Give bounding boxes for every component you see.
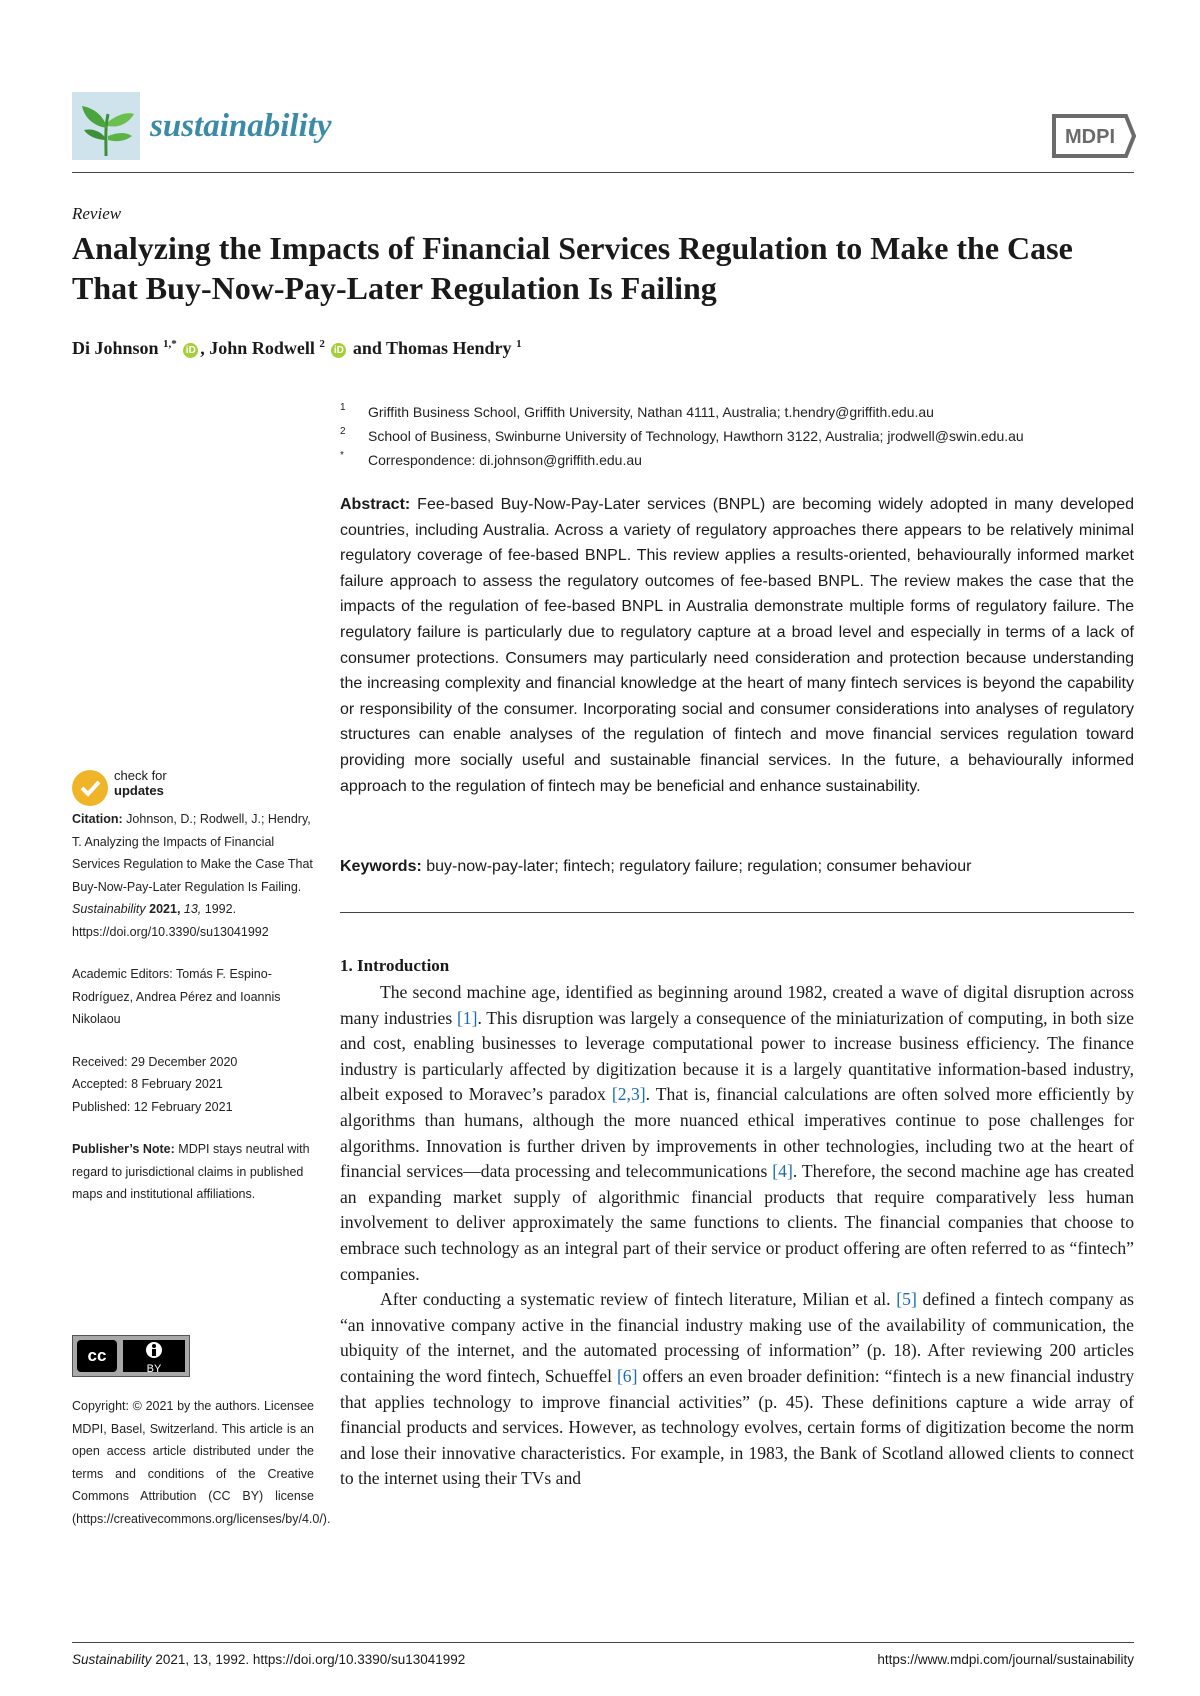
author-affiliation-mark: 2 — [319, 338, 325, 350]
keywords-label: Keywords: — [340, 858, 422, 875]
orcid-icon[interactable]: iD — [331, 343, 346, 358]
check-updates-line1: check for — [114, 768, 167, 783]
author-affiliation-mark: 1,* — [163, 338, 177, 350]
body-text — [340, 980, 1134, 1492]
check-for-updates-button[interactable] — [72, 768, 252, 808]
copyright-notice: Copyright: © 2021 by the authors. Licensee MDPI, Basel, Switzerland. This article is an open access article distributed under the terms and conditions of the Creative Commons Attribution (CC BY) license (https://creativecommons.org/licenses/by/4.0/). — [72, 1399, 331, 1526]
journal-name: sustainability — [150, 108, 332, 144]
journal-logo-icon — [72, 92, 140, 160]
affiliation-item: 2 School of Business, Swinburne University of Technology, Hawthorn 3122, Australia; jrodwell@swin.edu.au — [340, 426, 1024, 444]
author-name[interactable]: John Rodwell — [209, 338, 315, 358]
journal-url-link[interactable]: https://www.mdpi.com/journal/sustainability — [877, 1652, 1134, 1667]
citation: Citation: Johnson, D.; Rodwell, J.; Hendry, T. Analyzing the Impacts of Financial Services Regulation to Make the Case That Buy-Now-Pay-Later Regulation Is Failing. Sustainability 2021, 13, 1992. https://doi.org/10.3390/su13041992 — [72, 812, 313, 939]
accepted-date: Accepted: 8 February 2021 — [72, 1077, 223, 1091]
attribution-icon: BY — [123, 1340, 185, 1372]
cc-by-license-badge[interactable] — [72, 1335, 190, 1377]
mdpi-logo — [1048, 110, 1138, 162]
header-divider — [72, 172, 1134, 173]
citation-link[interactable]: [4] — [772, 1161, 793, 1182]
affiliation-item: 1 Griffith Business School, Griffith University, Nathan 4111, Australia; t.hendry@griffith.edu.au — [340, 402, 934, 420]
keywords — [340, 858, 1134, 876]
publisher-note: Publisher’s Note: MDPI stays neutral with regard to jurisdictional claims in published maps and institutional affiliations. — [72, 1142, 310, 1201]
abstract — [340, 492, 1134, 799]
paragraph: The second machine age, identified as beginning around 1982, created a wave of digital disruption across many industries [1]. This disruption was largely a consequence of the miniaturization of computing, in both size and cost, enabling businesses to leverage computational power to increase business efficiency. The finance industry is particularly affected by digitization because it is a largely quantitative information-based industry, albeit exposed to Moravec’s paradox [2,3]. That is, financial calculations are often solved more efficiently by algorithms than humans, although the more nuanced ethical imperatives continue to pose challenges for algorithms. Innovation is further driven by improvements in other technologies, including two at the heart of financial services—data processing and telecommunications [4]. Therefore, the second machine age has created an expanding market supply of algorithmic financial products that require comparatively less human involvement to deliver approximately the same functions to clients. The financial companies that choose to embrace such technology as an integral part of their service or product offering are often referred to as “fintech” companies. — [340, 982, 1135, 1284]
citation-link[interactable]: [2,3] — [611, 1084, 646, 1105]
paragraph: After conducting a systematic review of fintech literature, Milian et al. [5] defined a fintech company as “an innovative company active in the financial industry making use of the availability of communication, the ubiquity of the internet, and the automated processing of information” (p. 18). After reviewing 200 articles containing the word fintech, Schueffel [6] offers an even broader definition: “fintech is a new financial industry that applies technology to improve financial activities” (p. 45). These definitions capture a wide array of financial products and services. However, as technology evolves, certain forms of digitization become the norm and lose their innovative characteristics. For example, in 1983, the Bank of Scotland allowed clients to connect to the internet using their TVs and — [340, 1289, 1134, 1489]
abstract-divider — [340, 912, 1134, 913]
affiliations — [340, 400, 1140, 472]
orcid-icon[interactable]: iD — [183, 343, 198, 358]
section-heading: 1. Introduction — [340, 956, 450, 975]
footer-citation: Sustainability 2021, 13, 1992. https://doi.org/10.3390/su13041992 — [72, 1652, 466, 1667]
correspondence: * Correspondence: di.johnson@griffith.edu.au — [340, 450, 642, 468]
author-name[interactable]: Di Johnson — [72, 338, 159, 358]
check-updates-line2: updates — [114, 783, 164, 798]
check-updates-icon — [72, 770, 108, 806]
author-name[interactable]: Thomas Hendry — [386, 338, 512, 358]
abstract-text: Fee-based Buy-Now-Pay-Later services (BNPL) are becoming widely adopted in many developed countries, including Australia. Across a variety of regulatory approaches there appears to be relatively minimal regulatory coverage of fee-based BNPL. This review applies a results-oriented, behaviourally informed market failure approach to assess the regulatory outcomes of fee-based BNPL. The review makes the case that the impacts of the regulation of fee-based BNPL in Australia demonstrate multiple forms of regulatory failure. The regulatory failure is particularly due to regulatory capture at a broad level and especially in terms of a lack of consumer protections. Consumers may particularly need consideration and protection because understanding the increasing complexity and financial knowledge at the heart of many fintech services is beyond the capability or responsibility of the consumer. Incorporating social and consumer considerations into analyses of regulatory structures can enable analyses of the regulation of fintech and move financial services regulation toward providing more socially useful and sustainable financial services. In the future, a behaviourally informed approach to the regulation of fintech may be beneficial and enhance sustainability. — [340, 496, 1134, 795]
article-title: Analyzing the Impacts of Financial Services Regulation to Make the Case That Buy-Now-Pay-Later Regulation Is Failing — [72, 230, 1073, 306]
citation-doi-link[interactable]: https://doi.org/10.3390/su13041992 — [72, 924, 269, 939]
keywords-text: buy-now-pay-later; fintech; regulatory failure; regulation; consumer behaviour — [426, 858, 972, 875]
svg-text:MDPI: MDPI — [1065, 126, 1115, 148]
article-sidebar — [72, 808, 314, 1226]
article-type: Review — [72, 204, 122, 223]
citation-link[interactable]: [5] — [896, 1289, 917, 1310]
abstract-label: Abstract: — [340, 496, 411, 513]
creative-commons-icon: cc — [77, 1340, 117, 1372]
citation-link[interactable]: [1] — [456, 1007, 478, 1028]
published-date: Published: 12 February 2021 — [72, 1099, 233, 1114]
author-affiliation-mark: 1 — [516, 338, 522, 350]
citation-link[interactable]: [6] — [616, 1365, 638, 1386]
received-date: Received: 29 December 2020 — [72, 1054, 238, 1069]
footer-divider — [72, 1642, 1134, 1643]
publication-dates — [72, 1051, 314, 1119]
academic-editors: Academic Editors: Tomás F. Espino-Rodríguez, Andrea Pérez and Ioannis Nikolaou — [72, 967, 281, 1026]
author-list: Di Johnson $^{1,*}$ iD , John Rodwell $^2$ iD and Thomas Hendry $^1$ — [72, 338, 522, 358]
